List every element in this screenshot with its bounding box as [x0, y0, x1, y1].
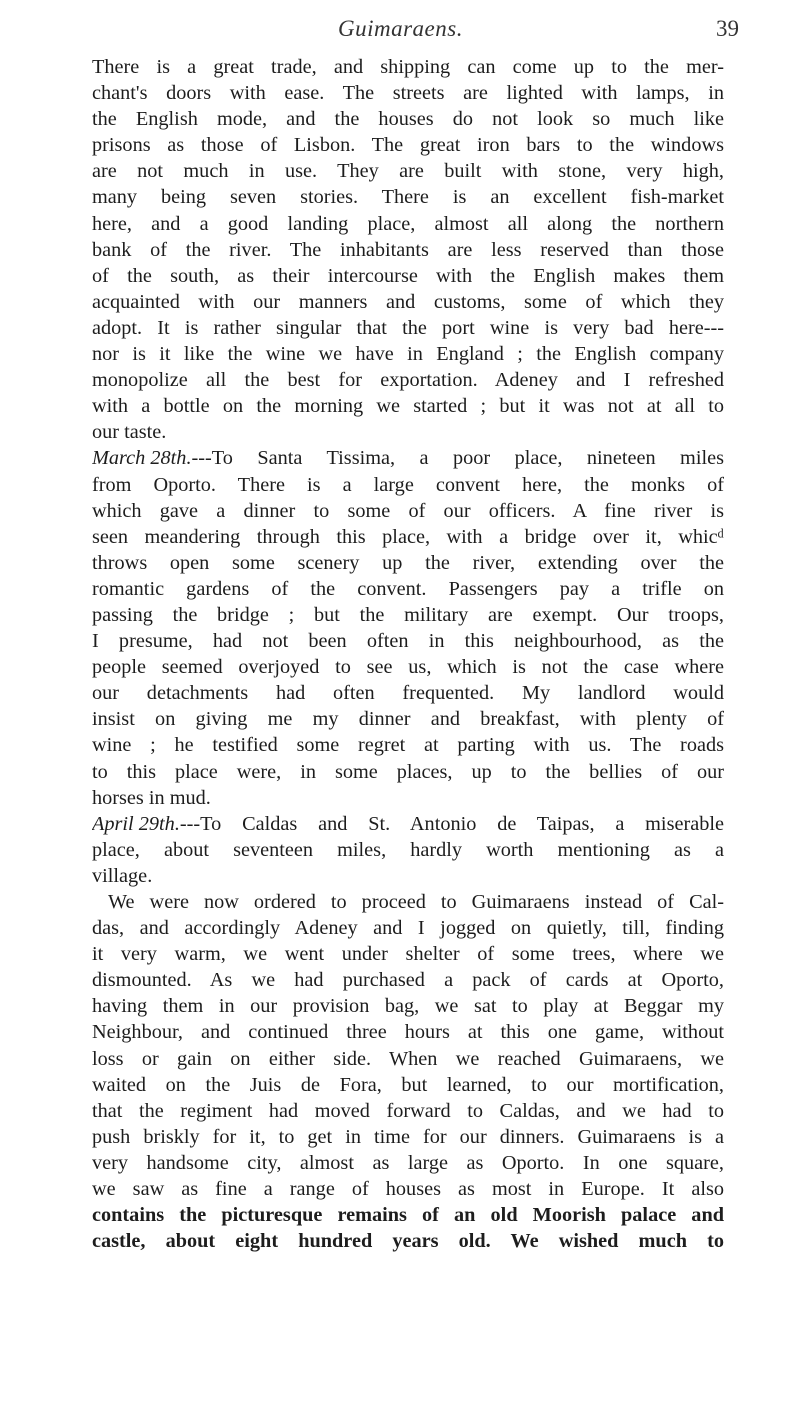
line-text: seen meandering through this place, with a bridge over it, whicᵈ: [92, 525, 724, 548]
text-line: [92, 315, 724, 341]
line-text: monopolize all the best for exportation. Adeney and I refreshed: [92, 369, 724, 392]
line-text: place, about seventeen miles, hardly worth mentioning as a: [92, 838, 724, 861]
line-text: push briskly for it, to get in time for our dinners. Guimaraens is a: [92, 1125, 724, 1148]
text-line: [92, 967, 724, 993]
line-text: Neighbour, and continued three hours at this one game, without: [92, 1021, 724, 1044]
body-text: [92, 54, 724, 1254]
line-text: nor is it like the wine we have in England ; the English company: [92, 343, 724, 366]
text-line: [92, 237, 724, 263]
line-text: I presume, had not been often in this neighbourhood, as the: [92, 630, 724, 653]
text-line: [92, 706, 724, 732]
entry-date: April 29th.: [92, 812, 180, 835]
text-line: [92, 419, 724, 445]
line-text: throws open some scenery up the river, extending over the: [92, 551, 724, 574]
line-text: people seemed overjoyed to see us, which is not the case where: [92, 656, 724, 679]
text-line: [92, 1150, 724, 1176]
text-line: [92, 680, 724, 706]
line-text: horses in mud.: [92, 786, 211, 809]
line-text: passing the bridge ; but the military are exempt. Our troops,: [92, 603, 724, 626]
text-line: [92, 576, 724, 602]
line-text: to this place were, in some places, up to the bellies of our: [92, 760, 724, 783]
text-line: [92, 211, 724, 237]
text-line: [92, 941, 724, 967]
line-text: insist on giving me my dinner and breakfast, with plenty of: [92, 708, 724, 731]
line-text: dismounted. As we had purchased a pack of cards at Oporto,: [92, 969, 724, 992]
text-line: [92, 158, 724, 184]
line-text: of the south, as their intercourse with the English makes them: [92, 264, 724, 287]
text-line: [92, 1124, 724, 1150]
line-text: are not much in use. They are built with stone, very high,: [92, 160, 724, 183]
text-line: [92, 1202, 724, 1228]
text-line: [92, 1046, 724, 1072]
text-line: [92, 132, 724, 158]
text-line: [92, 472, 724, 498]
text-line: [92, 550, 724, 576]
line-text: ---To Caldas and St. Antonio de Taipas, a miserable: [179, 812, 724, 835]
line-text: bank of the river. The inhabitants are less reserved than those: [92, 238, 724, 261]
text-line: [92, 785, 724, 811]
line-text: many being seven stories. There is an excellent fish-market: [92, 186, 724, 209]
text-line: [92, 289, 724, 315]
text-line: [92, 341, 724, 367]
text-line: [92, 106, 724, 132]
text-line: [92, 628, 724, 654]
line-text: here, and a good landing place, almost all along the northern: [92, 212, 724, 235]
text-line: [92, 863, 724, 889]
line-text: our taste.: [92, 421, 167, 444]
text-line: [92, 498, 724, 524]
line-text: wine ; he testified some regret at parting with us. The roads: [92, 734, 724, 757]
text-line: [92, 1072, 724, 1098]
text-line: [92, 602, 724, 628]
running-title: Guimaraens.: [338, 16, 463, 41]
line-text: castle, about eight hundred years old. We wished much to: [92, 1230, 724, 1253]
text-line: [92, 837, 724, 863]
running-head: [0, 14, 801, 44]
line-text: loss or gain on either side. When we reached Guimaraens, we: [92, 1047, 724, 1070]
text-line: [92, 759, 724, 785]
line-text: prisons as those of Lisbon. The great iron bars to the windows: [92, 134, 724, 157]
line-text: village.: [92, 864, 153, 887]
entry-date: March 28th.: [92, 447, 192, 470]
line-text: ---To Santa Tissima, a poor place, nineteen miles: [191, 447, 724, 470]
text-line: [92, 54, 724, 80]
line-text: acquainted with our manners and customs, some of which they: [92, 290, 724, 313]
line-text: das, and accordingly Adeney and I jogged on quietly, till, finding: [92, 917, 724, 940]
text-line: [92, 1176, 724, 1202]
line-text: We were now ordered to proceed to Guimaraens instead of Cal-: [108, 891, 724, 913]
line-text: we saw as fine a range of houses as most in Europe. It also: [92, 1178, 724, 1201]
text-line: [92, 732, 724, 758]
line-text: waited on the Juis de Fora, but learned, to our mortification,: [92, 1073, 724, 1096]
text-line: [92, 654, 724, 680]
line-text: adopt. It is rather singular that the port wine is very bad here---: [92, 316, 724, 339]
text-line: [92, 811, 724, 837]
text-line: [92, 445, 724, 471]
line-text: it very warm, we went under shelter of some trees, where we: [92, 943, 724, 966]
line-text: romantic gardens of the convent. Passengers pay a trifle on: [92, 577, 724, 600]
text-line: [92, 1228, 724, 1254]
text-line: [92, 367, 724, 393]
line-text: contains the picturesque remains of an old Moorish palace and: [92, 1204, 724, 1227]
line-text: that the regiment had moved forward to Caldas, and we had to: [92, 1099, 724, 1122]
text-line: [92, 915, 724, 941]
line-text: very handsome city, almost as large as Oporto. In one square,: [92, 1151, 724, 1174]
line-text: which gave a dinner to some of our officers. A fine river is: [92, 499, 724, 522]
text-line: [92, 524, 724, 550]
text-line: [92, 1019, 724, 1045]
text-line: [92, 1098, 724, 1124]
text-line: [92, 184, 724, 210]
text-line: [92, 889, 724, 915]
text-line: [92, 263, 724, 289]
line-text: the English mode, and the houses do not look so much like: [92, 108, 724, 131]
line-text: with a bottle on the morning we started ; but it was not at all to: [92, 395, 724, 418]
text-line: [92, 993, 724, 1019]
line-text: chant's doors with ease. The streets are lighted with lamps, in: [92, 82, 724, 105]
text-line: [92, 80, 724, 106]
page-number: 39: [716, 16, 739, 41]
line-text: having them in our provision bag, we sat to play at Beggar my: [92, 995, 724, 1018]
line-text: There is a great trade, and shipping can come up to the mer-: [92, 56, 724, 78]
line-text: from Oporto. There is a large convent here, the monks of: [92, 473, 724, 496]
text-line: [92, 393, 724, 419]
line-text: our detachments had often frequented. My landlord would: [92, 682, 724, 705]
